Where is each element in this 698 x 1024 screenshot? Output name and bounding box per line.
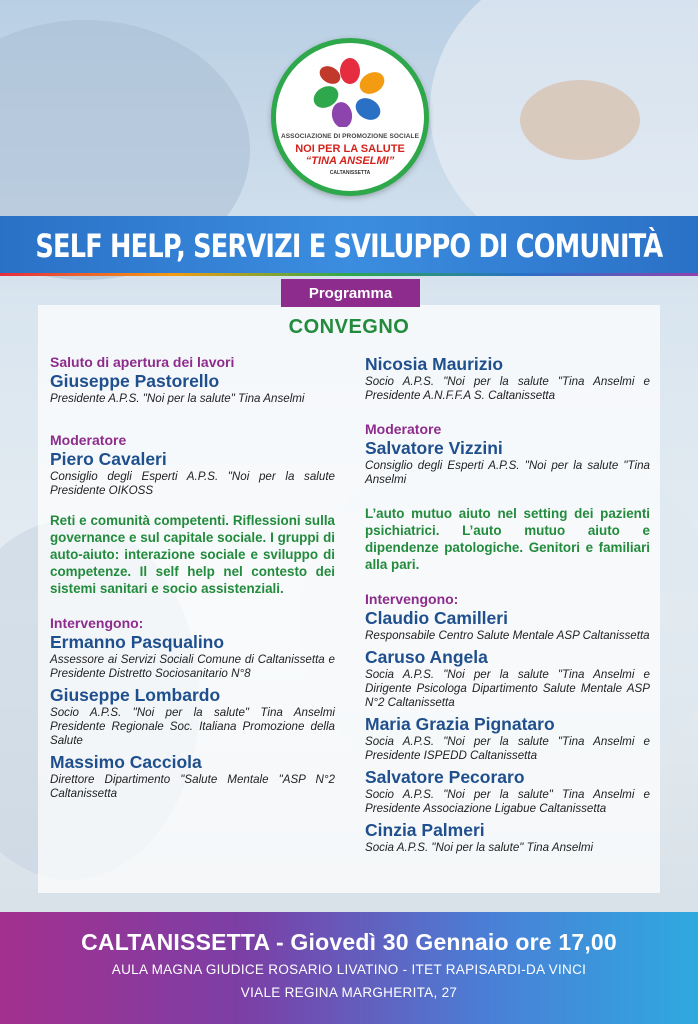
opening-name: Giuseppe Pastorello [50, 371, 220, 391]
moderator-role: Moderatore [50, 432, 127, 448]
speaker-name: Massimo Cacciola [50, 752, 202, 772]
page-title: SELF HELP, SERVIZI E SVILUPPO DI COMUNITÀ [35, 227, 663, 265]
logo-name-secondary: “TINA ANSELMI” [305, 155, 395, 167]
program-tag: Programma [281, 279, 420, 307]
speaker-description: Assessore ai Servizi Sociali Comune di Caltanissetta e Presidente Distretto Sociosanitario N°8 [50, 653, 335, 680]
speaker-name: Cinzia Palmeri [365, 820, 485, 840]
speaker-name: Giuseppe Lombardo [50, 685, 221, 705]
speaker-name: Claudio Camilleri [365, 608, 508, 628]
event-footer [0, 912, 698, 1024]
hands-logo-icon [312, 57, 388, 127]
speaker-name: Caruso Angela [365, 647, 488, 667]
speaker-name: Maria Grazia Pignataro [365, 714, 555, 734]
speaker-name: Ermanno Pasqualino [50, 632, 225, 652]
logo-subtitle: ASSOCIAZIONE DI PROMOZIONE SOCIALE [280, 133, 420, 140]
speaker-description: Socia A.P.S. "Noi per la salute" Tina Anselmi [365, 841, 594, 854]
moderator-name: Piero Cavaleri [50, 449, 167, 469]
session-topic: L’auto mutuo aiuto nel setting dei pazienti psichiatrici. L’auto mutuo aiuto e dipendenze patologiche. Genitori e familiari alla pari. [365, 506, 650, 572]
speaker-description: Socia A.P.S. "Noi per la salute "Tina Anselmi e Dirigente Psicologa Dipartimento Salute Mentale ASP N°2 Caltanissetta [365, 668, 650, 709]
speaker-description: Socio A.P.S. "Noi per la salute" Tina Anselmi Presidente Regionale Soc. Italiana Promozione della Salute [50, 706, 335, 747]
speaker-description: Direttore Dipartimento "Salute Mentale "ASP N°2 Caltanissetta [50, 773, 335, 800]
section-title: CONVEGNO [288, 316, 410, 338]
speaker-description: Socio A.P.S. "Noi per la salute "Tina Anselmi e Presidente A.N.F.F.A S. Caltanissetta [365, 375, 650, 402]
association-logo [271, 38, 429, 196]
logo-name: NOI PER LA SALUTE [295, 143, 405, 155]
background-photo-area [520, 80, 640, 160]
opening-role: Saluto di apertura dei lavori [50, 354, 235, 370]
speaker-name: Nicosia Maurizio [365, 354, 504, 374]
event-venue: AULA MAGNA GIUDICE ROSARIO LIVATINO - ITET RAPISARDI-DA VINCI [111, 962, 587, 977]
speakers-label: Intervengono: [50, 615, 144, 631]
program-left-column [50, 354, 335, 801]
logo-city: CALTANISSETTA [329, 170, 371, 176]
moderator-name: Salvatore Vizzini [365, 438, 503, 458]
opening-description: Presidente A.P.S. "Noi per la salute" Tina Anselmi [50, 392, 305, 405]
speaker-description: Socio A.P.S. "Noi per la salute" Tina Anselmi e Presidente Associazione Ligabue Caltanissetta [365, 788, 650, 815]
session-topic: Reti e comunità competenti. Riflessioni sulla governance e sul capitale sociale. I gruppi di auto-aiuto: interazione sociale e sviluppo di competenze. Il self help nel contesto dei sistemi sanitari e socio assistenziali. [50, 513, 335, 596]
event-address: VIALE REGINA MARGHERITA, 27 [240, 985, 458, 1000]
speaker-name: Salvatore Pecoraro [365, 767, 525, 787]
speaker-description: Socia A.P.S. "Noi per la salute "Tina Anselmi e Presidente ISPEDD Caltanissetta [365, 735, 650, 762]
speakers-label: Intervengono: [365, 591, 459, 607]
moderator-role: Moderatore [365, 421, 442, 437]
speaker-description: Responsabile Centro Salute Mentale ASP Caltanissetta [365, 629, 650, 642]
moderator-description: Consiglio degli Esperti A.P.S. "Noi per la salute Presidente OIKOSS [50, 470, 335, 497]
title-band [0, 216, 698, 276]
program-right-column [365, 354, 650, 855]
moderator-description: Consiglio degli Esperti A.P.S. "Noi per la salute "Tina Anselmi [365, 459, 650, 486]
event-date-location: CALTANISSETTA - Giovedì 30 Gennaio ore 17,00 [81, 929, 617, 955]
